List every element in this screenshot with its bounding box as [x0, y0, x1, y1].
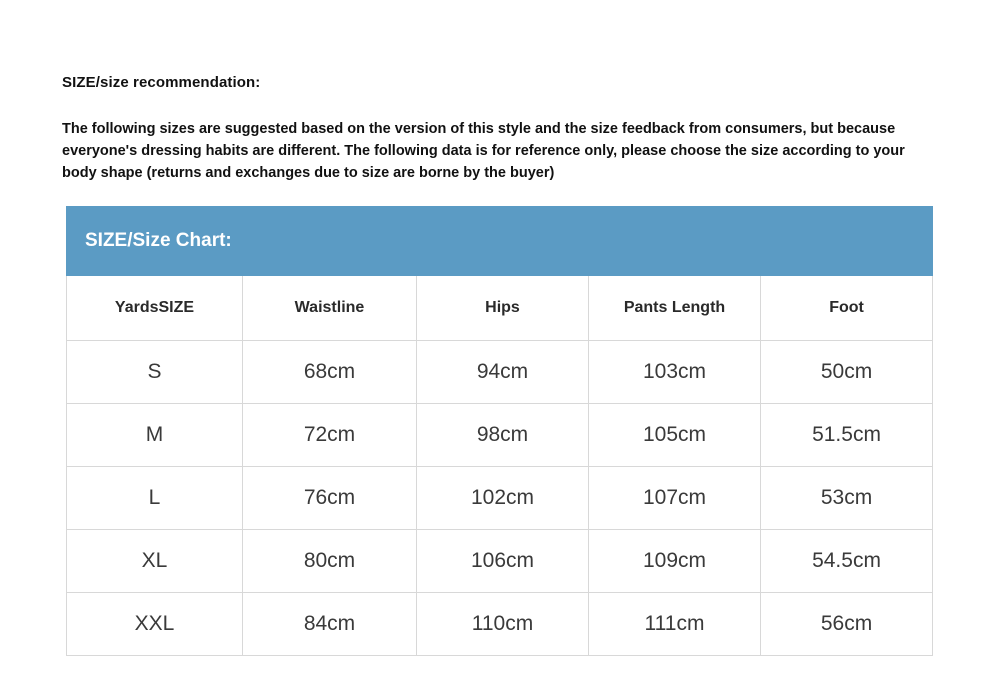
page-title: SIZE/size recommendation:	[62, 74, 261, 91]
size-chart-table-wrapper	[66, 206, 932, 656]
table-row	[67, 530, 933, 593]
cell-waistline: 84cm	[243, 593, 417, 656]
table-row	[67, 341, 933, 404]
banner-row	[67, 207, 933, 276]
column-header-foot: Foot	[761, 276, 933, 341]
cell-foot: 50cm	[761, 341, 933, 404]
size-chart-table	[66, 206, 933, 656]
cell-size: XXL	[67, 593, 243, 656]
cell-waistline: 72cm	[243, 404, 417, 467]
table-row	[67, 593, 933, 656]
cell-hips: 98cm	[417, 404, 589, 467]
cell-size: S	[67, 341, 243, 404]
cell-foot: 53cm	[761, 467, 933, 530]
cell-hips: 94cm	[417, 341, 589, 404]
cell-hips: 106cm	[417, 530, 589, 593]
column-header-waistline: Waistline	[243, 276, 417, 341]
column-header-pants-length: Pants Length	[589, 276, 761, 341]
cell-waistline: 80cm	[243, 530, 417, 593]
column-header-hips: Hips	[417, 276, 589, 341]
cell-pants-length: 107cm	[589, 467, 761, 530]
cell-hips: 110cm	[417, 593, 589, 656]
cell-foot: 51.5cm	[761, 404, 933, 467]
cell-pants-length: 105cm	[589, 404, 761, 467]
column-header-row	[67, 276, 933, 341]
intro-paragraph: The following sizes are suggested based on the version of this style and the size feedback from consumers, but because everyone's dressing habits are different. The following data is for reference only, please choose the size according to your body shape (returns and exchanges due to size are borne by the buyer)	[62, 121, 905, 181]
cell-pants-length: 103cm	[589, 341, 761, 404]
cell-pants-length: 109cm	[589, 530, 761, 593]
column-header-yards-size: YardsSIZE	[67, 276, 243, 341]
cell-pants-length: 111cm	[589, 593, 761, 656]
table-row	[67, 404, 933, 467]
cell-size: M	[67, 404, 243, 467]
cell-waistline: 68cm	[243, 341, 417, 404]
cell-size: XL	[67, 530, 243, 593]
cell-foot: 54.5cm	[761, 530, 933, 593]
table-head	[67, 207, 933, 276]
table-row	[67, 467, 933, 530]
cell-waistline: 76cm	[243, 467, 417, 530]
cell-hips: 102cm	[417, 467, 589, 530]
cell-foot: 56cm	[761, 593, 933, 656]
size-chart-banner: SIZE/Size Chart:	[67, 207, 933, 276]
table-body	[67, 341, 933, 656]
cell-size: L	[67, 467, 243, 530]
